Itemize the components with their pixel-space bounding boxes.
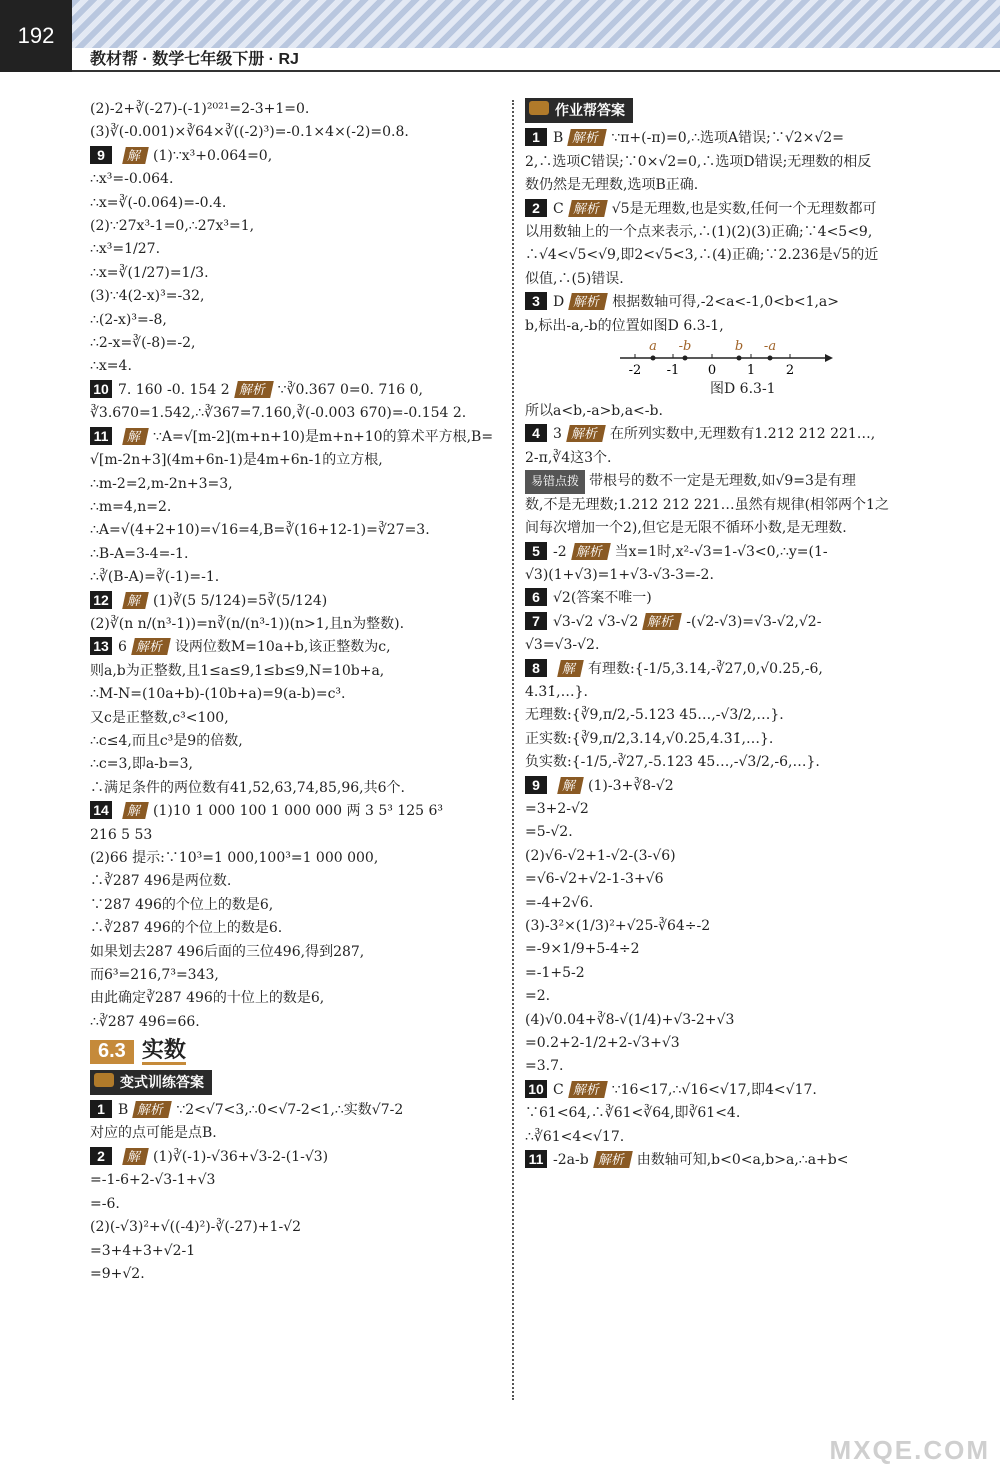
solution-tag: 解 [122,147,149,164]
answer-line [525,1009,940,1032]
solution-tag: 解 [122,592,149,609]
answer-text: C [553,1081,564,1098]
tip-tag: 易错点拨 [525,470,585,493]
answer-text: (1)10 1 000 100 1 000 000 两 3 5³ 125 6³ [153,803,443,820]
answer-line [525,845,940,868]
answer-text: -(3-√6) [628,847,676,864]
answer-line: (2)∛(n n/(n³-1))=n∛(n/(n³-1))(n>1,且n为整数). [90,615,405,632]
solution-tag: 解析 [131,638,171,655]
answer-text: +∛8-√2 [621,777,674,794]
answer-line [525,775,940,798]
answer-text: C [553,200,564,217]
answer-line [90,379,505,402]
answer-line: =-1-6+2-√3-1+√3 [90,1172,216,1189]
answer-text: > [827,294,840,311]
answer-text: B [118,1102,129,1119]
answer-text: √3 [525,637,543,654]
answer-text: (1)∛(5 5/124)=5∛(5/124) [153,592,328,609]
answer-text: 有理数:{-1/5,3.14,-∛27,0,√0.25,-6, [588,660,823,677]
variant-training-label [90,1070,212,1095]
point-label: -a [763,339,777,355]
answer-line: √[m-2n+3](4m+6n-1)是4m+6n-1的立方根, [90,452,383,469]
answer-line: 数,不是无理数;1.212 212 221…虽然有规律(相邻两个1之 [525,496,889,513]
answer-line [90,1216,505,1239]
answer-line: ∴x=∛(1/27)=1/3. [90,264,209,281]
answer-line: =-4+2√6. [525,894,594,911]
answer-text: B [553,130,564,147]
question-number: 10 [525,1080,547,1098]
answer-text: -2 [553,543,567,560]
answer-line: ∴满足条件的两位数有41,52,63,74,85,96,共6个. [90,779,405,796]
answer-line: (3)∵4(2-x)³=-32, [90,288,205,305]
answer-line: ∴x=∛(-0.064)=-0.4. [90,194,227,211]
header-rule [72,70,1000,72]
answer-line: (3)∛(-0.001)×∛64×∛((-2)³)=-0.1×4×(-2)=0.8. [90,124,409,141]
answer-text: ∵A=√[m-2](m+n+10)是m+n+10的算术平方根,B= [153,428,494,445]
answer-text: b [765,1152,775,1169]
answer-line: ∴m=4,n=2. [90,498,172,515]
solution-tag: 解析 [567,129,607,146]
answer-line: 负实数:{-1/5,-∛27,-5.123 45…,-√3/2,-6,…}. [525,754,820,771]
answer-text: √3-√2 √3-√2 [553,613,639,630]
answer-text: -2 [109,101,124,117]
answer-line [525,1079,940,1102]
answer-line [525,1149,940,1172]
answer-line: ∴x=4. [90,358,132,375]
answer-line: ∴c=3,即a-b=3, [90,756,193,773]
solution-tag: 解析 [593,1151,633,1168]
answer-text: +∛(-27)-(-1)²⁰²¹=2-3+1=0. [123,101,310,117]
answer-line: 2,∴选项C错误;∵0×√2=0,∴选项D错误;无理数的相反 [525,153,872,170]
answer-line: ∴x³=-0.064. [90,171,174,188]
question-number: 14 [90,801,112,819]
answer-line: 间每次增加一个2),但它是无限不循环小数,是无理数. [525,520,847,537]
answer-line [525,587,940,610]
question-number: 13 [90,637,112,655]
answer-line [525,541,940,564]
answer-text: a [785,1152,795,1169]
homework-label [525,98,633,123]
answer-text: √6-√2 [544,847,586,864]
answer-line: ∴∛61<4<√17. [525,1128,625,1145]
question-number: 8 [525,659,547,677]
answer-line: ∴x³=1/27. [90,241,161,258]
answer-line: =9+√2. [90,1265,145,1282]
question-number: 9 [525,776,547,794]
answer-text: a [818,294,828,311]
answer-line [525,198,940,221]
answer-line [90,590,505,613]
point-marker [737,356,742,361]
question-number: 10 [90,380,112,398]
page-header [0,0,1000,72]
answer-line: (2)66 提示:∵10³=1 000,100³=1 000 000, [90,850,379,866]
variant-training-text: 变式训练答案 [120,1073,204,1090]
answer-line: 如果划去287 496后面的三位496,得到287, [90,943,365,960]
tick-label: 2 [785,363,795,379]
section-heading [90,1038,505,1065]
solution-tag: 解析 [568,293,608,310]
answer-text: (1)∵x³+0.064=0, [153,147,273,164]
question-number: 1 [90,1100,112,1118]
answer-line: =√6-√2+√2-1-3+√6 [525,871,664,888]
point-label: a [649,339,657,355]
answer-line: 以用数轴上的一个点来表示,∴(1)(2)(3)正确;∵4<5<9, [525,224,873,241]
column-divider [512,100,514,1400]
left-column [90,98,505,1286]
solution-tag: 解 [122,428,149,445]
answer-text: 由数轴可知,b<0<a, [636,1152,766,1169]
answer-text: ,标出-a,-b的位置如图D 6.3-1, [533,317,724,334]
answer-text: ∵2<√7<3,∴0<√7-2<1,∴实数√7-2 [176,1102,404,1119]
answer-text: ∵16<17,∴√16<√17,即4<√17. [611,1081,817,1098]
answer-line: 正实数:{∛9,π/2,3.14,√0.25,4.3̇1̇,…}. [525,730,774,747]
solution-tag: 解析 [566,425,606,442]
answer-text: √3-2 [673,1011,705,1028]
point-marker [768,356,773,361]
answer-text: (2)(-√3)²+√((-4)²)-∛(-27)+ [90,1219,270,1236]
answer-line: ∴A=√(4+2+10)=√16=4,B=∛(16+12-1)=∛27=3. [90,522,430,539]
question-number: 2 [90,1147,112,1165]
point-marker [683,356,688,361]
answer-line: 数仍然是无理数,选项B正确. [525,177,699,194]
answer-line: =3+4+3+√2-1 [90,1242,196,1259]
answer-text: 带根号的数不一定是无理数,如√9=3是有理 [589,473,856,490]
answer-line: 而6³=216,7³=343, [90,967,219,984]
sub-heading [90,1070,505,1095]
question-number: 7 [525,612,547,630]
answer-text: (3)-3²×(1/3)²+√25-∛64÷ [525,918,697,934]
answer-text: > [774,1152,786,1169]
answer-line: 216 5 53 [90,826,153,843]
section-number: 6.3 [90,1040,134,1063]
answer-text: 设两位数M=10a+b,该正整数为c, [174,639,391,656]
answer-line: 2-π,∛4这3个. [525,449,612,466]
answer-text: =√3-√2. [542,637,600,654]
answer-line [525,470,940,493]
answer-text: (2) [525,847,545,864]
label-icon [529,101,549,115]
header-pattern [72,0,1000,48]
answer-line [525,423,940,446]
answer-line [525,315,940,338]
right-column [525,98,940,1172]
question-number: 2 [525,199,547,217]
solution-tag: 解 [557,660,584,677]
solution-tag: 解析 [568,1081,608,1098]
answer-line [525,291,940,314]
answer-text: 7. 160 -0. 154 2 [118,381,230,398]
label-icon [94,1073,114,1087]
answer-line: ∴M-N=(10a+b)-(10b+a)=9(a-b)=c³. [90,686,346,703]
answer-line: =-6. [90,1195,120,1212]
answer-line [90,1146,505,1169]
answer-line: 无理数:{∛9,π/2,-5.123 45…,-√3/2,…}. [525,707,784,724]
left-answers [90,98,505,1034]
answer-line: ∴m-2=2,m-2n+3=3, [90,475,233,492]
answer-line: ∴∛287 496是两位数. [90,873,232,890]
homework-answers-a [525,127,940,338]
question-number: 11 [90,427,112,445]
answer-line: 4.3̇1̇,…}. [525,683,588,700]
point-label: -b [678,339,692,355]
answer-text: -2 [696,918,711,934]
question-number: 3 [525,292,547,310]
answer-line: ∴∛(B-A)=∛(-1)=-1. [90,569,220,586]
answer-line [90,1099,505,1122]
watermark: MXQE.COM [829,1435,990,1465]
tick-label: 1 [746,363,756,379]
tick-label: 0 [707,363,717,379]
axis-arrow-icon [825,354,833,362]
answer-line: ∵287 496的个位上的数是6, [90,896,274,913]
homework-text: 作业帮答案 [555,102,625,118]
answer-text: √2(答案不唯一) [553,590,652,607]
book-title: 教材帮 · 数学七年级下册 · RJ [90,51,299,68]
answer-text: (2) [90,101,110,117]
solution-tag: 解析 [568,200,608,217]
answer-line [90,145,505,168]
answer-text: 1-√2 [269,1219,301,1236]
answer-line: =-9×1/9+5-4÷2 [525,941,640,958]
answer-line [90,636,505,659]
answer-line: ∴(2-x)³=-8, [90,311,167,328]
answer-line: 对应的点可能是点B. [90,1125,217,1142]
answer-text: + [585,847,597,864]
answer-line: ∴B-A=3-4=-1. [90,545,189,562]
answer-text: √2- [798,613,822,630]
question-number: 5 [525,542,547,560]
answer-line: ∴∛287 496=66. [90,1013,200,1030]
solution-tag: 解析 [642,613,682,630]
question-number: 11 [525,1150,547,1168]
answer-line [90,98,505,121]
homework-heading [525,98,940,123]
answer-text: 根据数轴可得,-2<a<-1,0<b<1, [612,294,819,311]
answer-text: -(√2-√3)=√3-√2, [686,613,799,630]
answer-line: =3+2-√2 [525,800,589,817]
solution-tag: 解析 [234,381,274,398]
answer-line [525,611,940,634]
solution-tag: 解 [122,1148,149,1165]
number-line-svg [615,338,835,378]
answer-text: √3-2 [249,1148,281,1165]
answer-line [525,915,940,938]
answer-text: 当x=1时,x²-√3=1-√3<0,∴y=(1- [614,543,828,560]
answer-text: (1) [588,777,608,794]
answer-text: ∵∛0.367 0=0. 716 0, [277,381,423,398]
solution-tag: 解 [122,802,149,819]
answer-line: ∴c≤4,而且c³是9的倍数, [90,732,243,749]
question-number: 9 [90,146,112,164]
answer-line: ∴√4<√5<√9,即2<√5<3,∴(4)正确;∵2.236是√5的近 [525,247,879,264]
section-title: 实数 [142,1038,186,1064]
answer-line: =-1+5-2 [525,964,585,981]
number-line-figure [525,338,940,400]
solution-tag: 解析 [132,1101,172,1118]
answer-line [525,127,940,150]
answer-line [525,634,940,657]
answer-line: 又c是正整数,c³<100, [90,709,229,726]
answer-line [90,426,505,449]
answer-text: 6 [118,639,127,656]
homework-answers-b [525,400,940,1172]
answer-line: =2. [525,988,551,1005]
answer-text: 3 [553,426,562,443]
answer-line: √3)(1+√3)=1+√3-√3-3=-2. [525,566,714,583]
answer-text: -3 [607,777,622,794]
answer-text: D [553,294,565,311]
solution-tag: 解析 [571,543,611,560]
question-number: 6 [525,588,547,606]
answer-line [90,800,505,823]
answer-text: -2a-b [553,1152,589,1169]
answer-text: +√3 [704,1011,735,1028]
answer-text: (1)∛(-1)-√36+ [153,1148,250,1165]
tick-label: -2 [628,363,642,379]
page-number: 192 [0,0,72,72]
answer-line [525,658,940,681]
tick-label: -1 [666,363,680,379]
answer-line: (2)∵27x³-1=0,∴27x³=1, [90,218,255,235]
answer-line: =0.2+2-1/2+2-√3+√3 [525,1035,680,1052]
answer-text: 在所列实数中,无理数有1.212 212 221…, [609,426,876,443]
answer-text: √5是无理数,也是实数,任何一个无理数都可 [611,200,877,217]
point-label: b [734,339,744,355]
answer-line: 所以a<b,-a>b,a<-b. [525,403,663,420]
answer-line: 由此确定∛287 496的十位上的数是6, [90,990,325,1007]
solution-tag: 解 [557,777,584,794]
answer-line: ∵61<64,∴∛61<∛64,即∛61<4. [525,1105,741,1122]
answer-line: ∴2-x=∛(-8)=-2, [90,335,196,352]
answer-text: ,∴a+b< [794,1152,849,1169]
answer-line: =5-√2. [525,824,573,841]
answer-text: -(1-√3) [281,1148,329,1165]
point-marker [651,356,656,361]
question-number: 4 [525,424,547,442]
answer-line: ∛3.670=1.542,∴∛367=7.160,∛(-0.003 670)=-0.154 2. [90,405,467,422]
answer-text: 1-√2 [596,847,629,864]
question-number: 1 [525,128,547,146]
answer-text: ∵π+(-π)=0,∴选项A错误;∵√2×√2= [611,130,844,147]
question-number: 12 [90,591,112,609]
answer-line: 似值,∴(5)错误. [525,270,624,287]
variant-answers [90,1099,505,1286]
answer-line: 则a,b为正整数,且1≤a≤9,1≤b≤9,N=10b+a, [90,662,385,679]
answer-text: b [525,317,534,334]
figure-caption: 图D 6.3-1 [710,381,776,398]
answer-line: =3.7. [525,1058,564,1075]
answer-text: (4)√0.04+∛8-√(1/4)+ [525,1011,674,1028]
answer-line: ∴∛287 496的个位上的数是6. [90,920,283,937]
